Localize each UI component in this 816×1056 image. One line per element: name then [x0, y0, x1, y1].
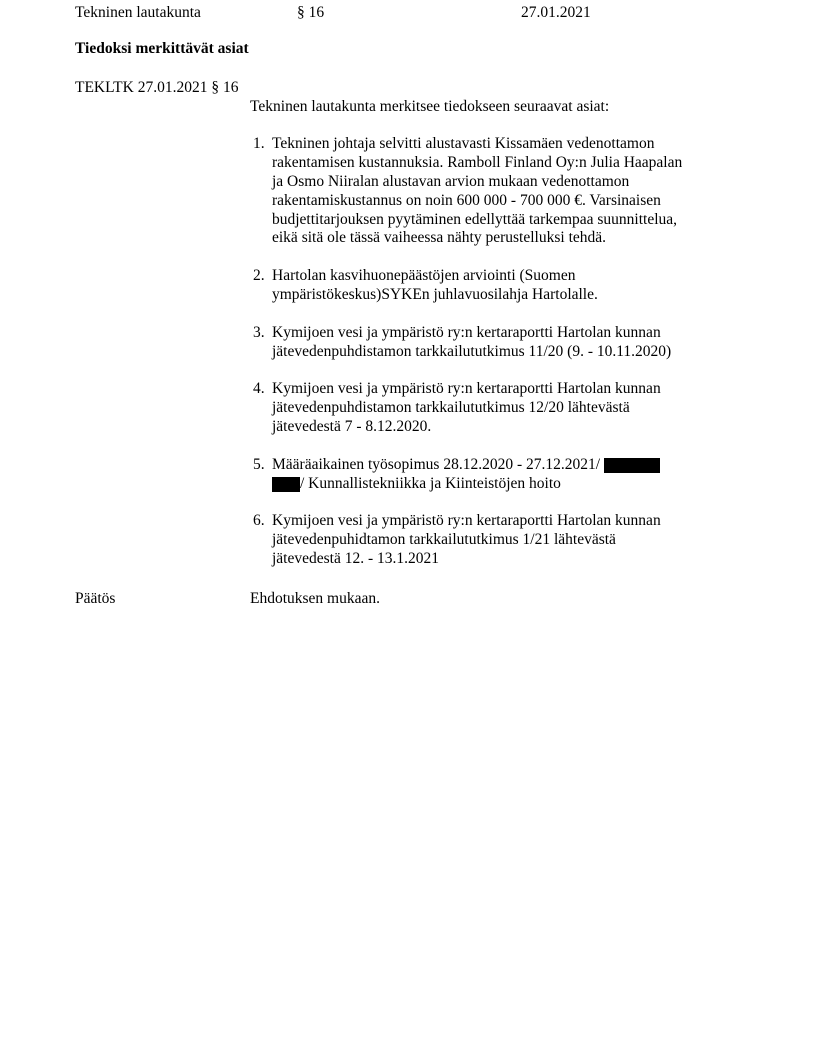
- list-item-redacted: [250, 456, 686, 494]
- list-item-number: 5.: [253, 455, 265, 473]
- intro-text: Tekninen lautakunta merkitsee tiedokseen seuraavat asiat:: [250, 97, 610, 115]
- redaction-box: [604, 458, 660, 473]
- redacted-item-text-after: / Kunnallistekniikka ja Kiinteistöjen hoito: [300, 474, 561, 492]
- list-item-text: Kymijoen vesi ja ympäristö ry:n kertaraportti Hartolan kunnan jätevedenpuhidtamon tarkkailututkimus 1/21 lähtevästä jätevedestä 12. - 13.1.2021: [272, 512, 661, 567]
- redacted-item-text-before: Määräaikainen työsopimus 28.12.2020 - 27.12.2021/: [272, 455, 604, 473]
- decision-text: Ehdotuksen mukaan.: [250, 589, 381, 607]
- list-item: [250, 135, 686, 248]
- page-header: [75, 4, 756, 23]
- list-item: [250, 267, 686, 305]
- list-item-text: Hartolan kasvihuonepäästöjen arviointi (Suomen ympäristökeskus)SYKEn juhlavuosilahja Hartolalle.: [272, 267, 598, 303]
- list-item-text: Kymijoen vesi ja ympäristö ry:n kertaraportti Hartolan kunnan jätevedenpuhdistamon tarkkailututkimus 11/20 (9. - 10.11.2020): [272, 323, 672, 360]
- decision-row: [75, 590, 756, 609]
- decision-label: Päätös: [75, 589, 116, 607]
- list-item-number: 4.: [253, 380, 265, 398]
- list-item-number: 6.: [253, 512, 265, 530]
- header-date: 27.01.2021: [521, 4, 591, 21]
- list-item-number: 2.: [253, 267, 265, 285]
- list-item-text: Tekninen johtaja selvitti alustavasti Kissamäen vedenottamon rakentamisen kustannuksia. Ramboll Finland Oy:n Julia Haapalan ja Osmo Niiralan alustavan arvion mukaan vedenottamon rakentamiskustannus on noin 600 000 - 700 000 €. Varsinaisen budjettitarjouksen pyytäminen edellyttää tarkempaa suunnittelua, eikä sitä ole tässä vaiheessa nähty perustelluksi tehdä.: [272, 135, 683, 247]
- list-item: [250, 324, 686, 362]
- list-item-text: Kymijoen vesi ja ympäristö ry:n kertaraportti Hartolan kunnan jätevedenpuhdistamon tarkkailututkimus 12/20 lähtevästä jätevedestä 7 - 8.12.2020.: [272, 380, 661, 435]
- list-item-number: 3.: [253, 323, 265, 341]
- list-item: [250, 380, 686, 436]
- list-item: [250, 512, 686, 568]
- list-item-text: [272, 456, 686, 494]
- redaction-box: [272, 477, 300, 492]
- document-title: Tiedoksi merkittävät asiat: [75, 40, 249, 57]
- header-committee-name: Tekninen lautakunta: [75, 4, 201, 21]
- list-item-number: 1.: [253, 135, 265, 153]
- header-section-number: § 16: [297, 4, 325, 21]
- numbered-list: [250, 135, 686, 568]
- section-code: TEKLTK 27.01.2021 § 16: [75, 78, 239, 96]
